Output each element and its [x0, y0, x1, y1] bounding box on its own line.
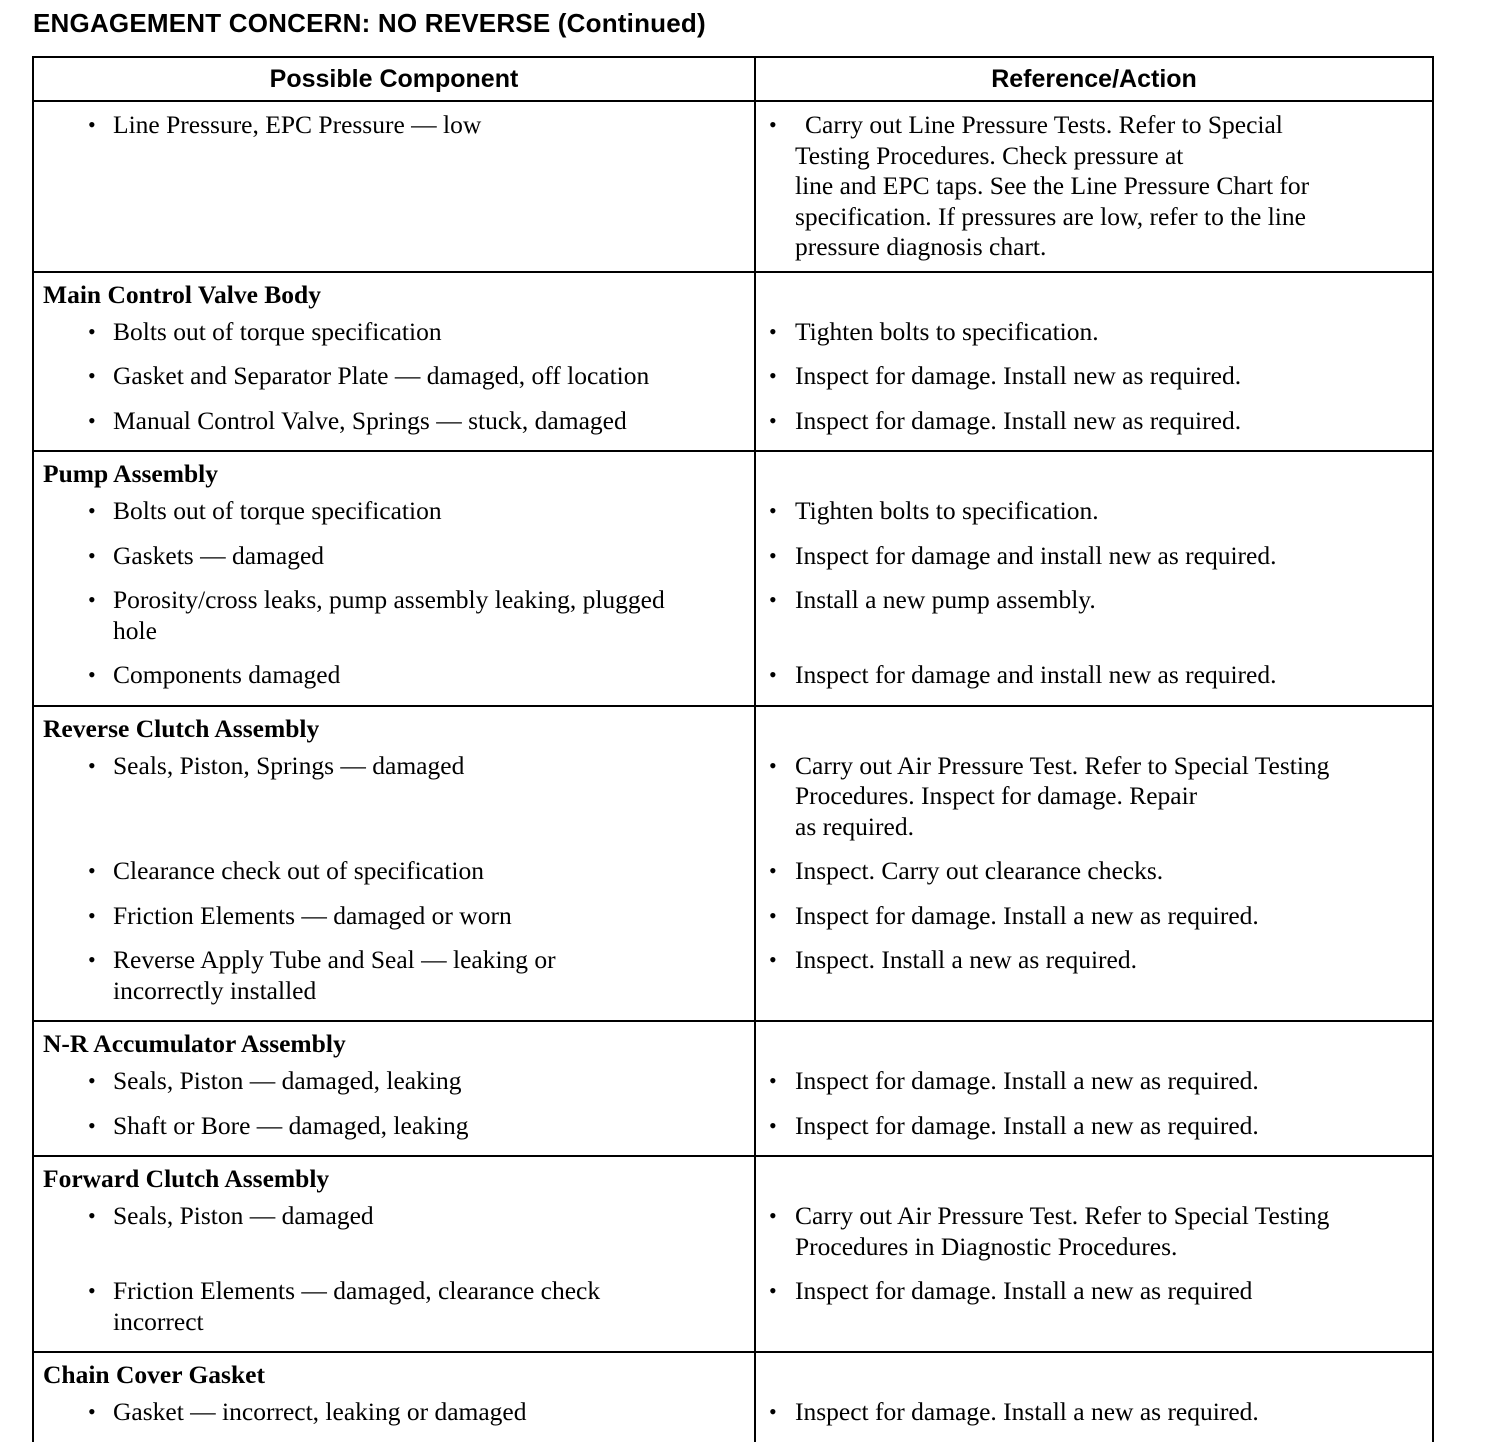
component-item: [34, 1276, 754, 1351]
component-list: [34, 1397, 754, 1442]
component-item: [34, 585, 754, 660]
action-item: [756, 751, 1432, 857]
bullet-icon: •: [769, 662, 777, 687]
action-text: Inspect for damage. Install a new as required.: [795, 1110, 1259, 1140]
bullet-icon: •: [88, 858, 96, 883]
component-text: Friction Elements — damaged or worn: [113, 900, 512, 930]
bullet-icon: •: [769, 1112, 777, 1138]
component-item: [34, 901, 754, 946]
action-text: Carry out Air Pressure Test. Refer to Special Testing: [795, 750, 1330, 780]
action-text: Inspect for damage. Install new as required.: [795, 361, 1242, 390]
action-text: Inspect for damage and install new as required.: [795, 660, 1277, 689]
bullet-icon: •: [769, 318, 777, 344]
component-item: [34, 751, 754, 857]
page-title: ENGAGEMENT CONCERN: NO REVERSE (Continued): [33, 8, 706, 38]
action-item: [756, 541, 1432, 586]
component-item: [34, 856, 754, 901]
section-action-cell: [755, 706, 1433, 1022]
action-text: specification. If pressures are low, refer to the line: [795, 201, 1306, 231]
action-text: Testing Procedures. Check pressure at: [795, 140, 1184, 170]
component-list: [34, 317, 754, 451]
component-text: Gasket and Separator Plate — damaged, off location: [113, 361, 650, 390]
action-item: [756, 1201, 1432, 1276]
section-row: [33, 272, 1433, 452]
action-item: [756, 102, 1432, 271]
section-row: [33, 706, 1433, 1022]
action-text: Inspect for damage. Install new as required.: [795, 405, 1242, 435]
component-text: incorrectly installed: [113, 975, 317, 1005]
action-item: [756, 361, 1432, 406]
action-text: Procedures. Inspect for damage. Repair: [795, 781, 1198, 810]
section-action-cell: [755, 272, 1433, 452]
bullet-icon: •: [88, 363, 96, 388]
bullet-icon: •: [769, 498, 777, 523]
bullet-icon: •: [769, 587, 777, 612]
action-item: [756, 1276, 1432, 1351]
component-text: Line Pressure, EPC Pressure — low: [113, 110, 482, 139]
section-action-cell: [755, 1021, 1433, 1156]
action-item: [756, 1111, 1432, 1156]
bullet-icon: •: [88, 1203, 96, 1228]
bullet-icon: •: [769, 902, 777, 928]
action-list: [756, 1201, 1432, 1351]
section-title: N-R Accumulator Assembly: [43, 1029, 346, 1058]
action-text: Carry out Line Pressure Tests. Refer to Special: [805, 110, 1283, 139]
blank-spacer: [756, 1353, 1432, 1397]
action-item: [756, 901, 1432, 946]
component-list: [34, 1066, 754, 1155]
bullet-icon: •: [88, 407, 96, 433]
bullet-icon: •: [88, 318, 96, 344]
component-text: Seals, Piston, Springs — damaged: [113, 750, 465, 780]
blank-spacer: [756, 1157, 1432, 1201]
bullet-icon: •: [88, 752, 96, 778]
bullet-icon: •: [769, 1399, 777, 1424]
blank-spacer: [756, 707, 1432, 751]
component-list: [34, 496, 754, 705]
blank-spacer: [756, 452, 1432, 496]
component-text: Friction Elements — damaged, clearance check: [113, 1276, 601, 1305]
component-text: Porosity/cross leaks, pump assembly leaking, plugged: [113, 585, 665, 614]
action-text: Tighten bolts to specification.: [795, 496, 1099, 525]
section-component-cell: [33, 451, 755, 706]
action-text: Inspect for damage. Install a new as required.: [795, 1397, 1259, 1426]
action-item: [756, 406, 1432, 451]
action-text: line and EPC taps. See the Line Pressure Chart for: [795, 171, 1310, 200]
component-list: [34, 1201, 754, 1351]
component-text: Shaft or Bore — damaged, leaking: [113, 1110, 469, 1140]
section-row: [33, 1021, 1433, 1156]
bullet-icon: •: [88, 1112, 96, 1138]
action-item: [756, 1397, 1432, 1442]
component-text: Seals, Piston — damaged, leaking: [113, 1066, 462, 1095]
bullet-icon: •: [769, 363, 777, 388]
action-text: Tighten bolts to specification.: [795, 316, 1099, 346]
action-list: [756, 496, 1432, 705]
bullet-icon: •: [88, 498, 96, 523]
component-text: Clearance check out of specification: [113, 856, 484, 885]
component-item: [34, 945, 754, 1020]
section-component-cell: [33, 1352, 755, 1442]
component-item: [34, 1201, 754, 1276]
action-item: [756, 317, 1432, 362]
section-component-cell: [33, 1156, 755, 1352]
bullet-icon: •: [88, 1068, 96, 1093]
section-row: [33, 451, 1433, 706]
table-row: [33, 101, 1433, 272]
bullet-icon: •: [88, 1278, 96, 1303]
action-cell: [755, 101, 1433, 272]
action-text: Install a new pump assembly.: [795, 585, 1096, 614]
bullet-icon: •: [769, 1278, 777, 1303]
bullet-icon: •: [769, 947, 777, 972]
bullet-icon: •: [769, 858, 777, 883]
component-text: incorrect: [113, 1306, 204, 1336]
component-list: [34, 751, 754, 1021]
section-title: Pump Assembly: [43, 459, 218, 488]
component-text: Bolts out of torque specification: [113, 316, 442, 346]
bullet-icon: •: [88, 947, 96, 972]
component-item: [34, 496, 754, 541]
section-title: Forward Clutch Assembly: [43, 1164, 330, 1193]
component-text: Components damaged: [113, 660, 341, 689]
component-item: [34, 361, 754, 406]
section-row: [33, 1156, 1433, 1352]
action-text: Carry out Air Pressure Test. Refer to Special Testing: [795, 1201, 1330, 1230]
component-item: [34, 1066, 754, 1111]
action-item: [756, 660, 1432, 705]
section-action-cell: [755, 1352, 1433, 1442]
action-list: [756, 1066, 1432, 1155]
action-item: [756, 496, 1432, 541]
section-component-cell: [33, 706, 755, 1022]
bullet-icon: •: [769, 752, 777, 778]
blank-spacer: [756, 1022, 1432, 1066]
component-text: Reverse Apply Tube and Seal — leaking or: [113, 945, 556, 974]
bullet-icon: •: [88, 587, 96, 612]
section-component-cell: [33, 272, 755, 452]
bullet-icon: •: [88, 542, 96, 568]
action-text: Inspect for damage. Install a new as required: [795, 1276, 1253, 1305]
action-text: Inspect for damage. Install a new as required.: [795, 1066, 1259, 1095]
action-text: pressure diagnosis chart.: [795, 232, 1047, 261]
table-header-row: [33, 57, 1433, 101]
section-action-cell: [755, 451, 1433, 706]
bullet-icon: •: [88, 112, 96, 137]
component-item: [34, 102, 754, 149]
bullet-icon: •: [88, 1399, 96, 1424]
action-text: Procedures in Diagnostic Procedures.: [795, 1231, 1178, 1261]
component-text: Seals, Piston — damaged: [113, 1201, 374, 1230]
action-text: as required.: [795, 811, 914, 841]
component-item: [34, 660, 754, 705]
bullet-icon: •: [769, 407, 777, 433]
action-text: Inspect for damage and install new as required.: [795, 540, 1277, 570]
blank-spacer: [756, 273, 1432, 317]
component-cell: [33, 101, 755, 272]
section-title: Reverse Clutch Assembly: [43, 713, 320, 743]
action-item: [756, 1066, 1432, 1111]
component-item: [34, 1111, 754, 1156]
bullet-icon: •: [88, 662, 96, 687]
component-text: Bolts out of torque specification: [113, 496, 442, 525]
bullet-icon: •: [769, 1068, 777, 1093]
section-title: Chain Cover Gasket: [43, 1360, 265, 1389]
diagnosis-table: [32, 56, 1434, 1442]
action-list: [756, 1397, 1432, 1442]
table-body: [33, 101, 1433, 1442]
component-item: [34, 1397, 754, 1442]
component-item: [34, 317, 754, 362]
bullet-icon: •: [769, 542, 777, 568]
component-text: Manual Control Valve, Springs — stuck, damaged: [113, 405, 627, 435]
action-text: Inspect for damage. Install a new as required.: [795, 900, 1259, 930]
component-text: Gaskets — damaged: [113, 540, 325, 570]
action-item: [756, 585, 1432, 660]
action-list: [756, 317, 1432, 451]
component-item: [34, 406, 754, 451]
column-header-action: Reference/Action: [755, 57, 1433, 101]
action-text: Inspect. Install a new as required.: [795, 945, 1137, 974]
action-item: [756, 945, 1432, 1020]
action-text: Inspect. Carry out clearance checks.: [795, 856, 1164, 885]
component-item: [34, 541, 754, 586]
action-item: [756, 856, 1432, 901]
section-action-cell: [755, 1156, 1433, 1352]
section-component-cell: [33, 1021, 755, 1156]
component-text: hole: [113, 615, 157, 645]
bullet-icon: •: [769, 1203, 777, 1228]
column-header-component: Possible Component: [33, 57, 755, 101]
action-list: [756, 751, 1432, 1021]
section-title: Main Control Valve Body: [43, 279, 321, 309]
bullet-icon: •: [769, 112, 777, 137]
section-row: [33, 1352, 1433, 1442]
component-text: Gasket — incorrect, leaking or damaged: [113, 1397, 527, 1426]
bullet-icon: •: [88, 902, 96, 928]
